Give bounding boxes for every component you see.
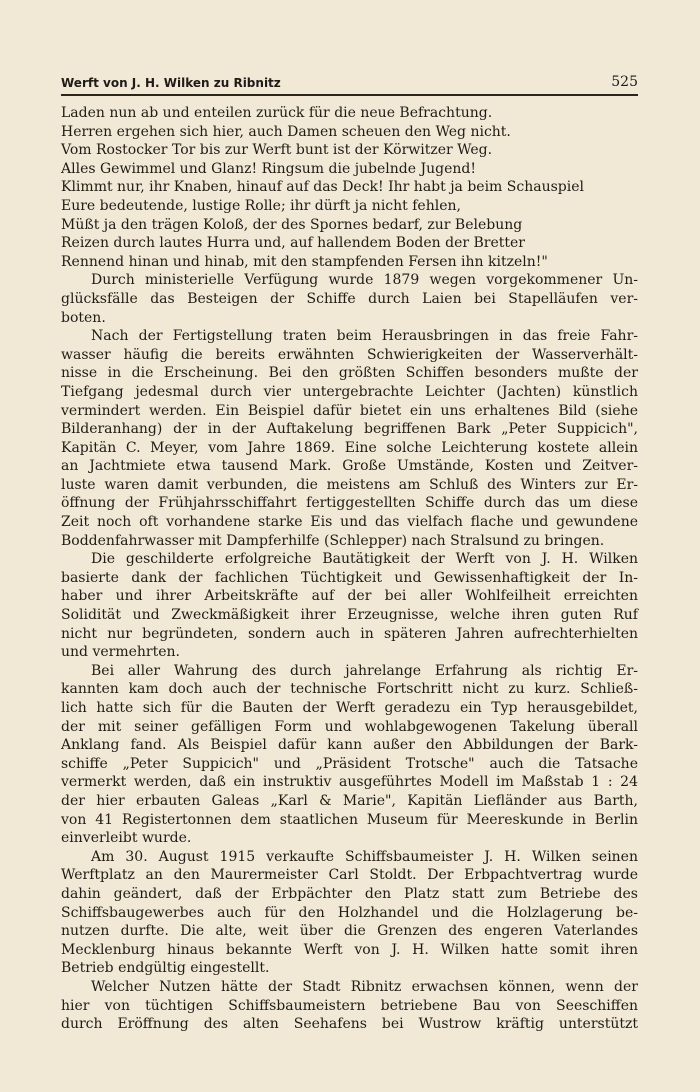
page-number: 525 (611, 74, 638, 90)
text-line: Zeit noch oft vorhandene starke Eis und das vielfach flache und gewundene (61, 514, 638, 531)
text-line: Boddenfahrwasser mit Dampferhilfe (Schlepper) nach Stralsund zu bringen. (61, 532, 605, 549)
text-line: nutzen durfte. Die alte, weit über die Grenzen des engeren Vaterlandes (61, 923, 638, 940)
text-line: schiffe „Peter Suppicich" und „Präsident Trotsche" auch die Tatsache (61, 755, 638, 772)
verse-line: Herren ergehen sich hier, auch Damen scheuen den Weg nicht. (61, 123, 511, 140)
text-line: Durch ministerielle Verfügung wurde 1879 wegen vorgekommener Un- (91, 272, 638, 289)
text-line: und vermehrten. (61, 644, 180, 661)
text-line: dahin geändert, daß der Erbpächter den Platz statt zum Betriebe des (61, 885, 638, 902)
text-line: durch Eröffnung des alten Seehafens bei Wustrow kräftig unterstützt (61, 1016, 638, 1033)
verse-line: Müßt ja den trägen Koloß, der des Spornes bedarf, zur Belebung (61, 216, 523, 233)
text-line: an Jachtmiete etwa tausend Mark. Große Umstände, Kosten und Zeitver- (61, 458, 638, 475)
text-line: Anklang fand. Als Beispiel dafür kann außer den Abbildungen der Bark- (61, 737, 638, 754)
text-line: von 41 Registertonnen dem staatlichen Museum für Meereskunde in Berlin (61, 811, 638, 828)
text-line: der mit seiner gefälligen Form und wohlabgewogenen Takelung überall (61, 718, 638, 735)
verse-line: Reizen durch lautes Hurra und, auf hallendem Boden der Bretter (61, 235, 526, 252)
text-line: nisse in die Erscheinung. Bei den größten Schiffen besonders mußte der (61, 365, 638, 382)
text-line: kannten kam doch auch der technische Fortschritt nicht zu kurz. Schließ- (61, 681, 638, 698)
text-line: öffnung der Frühjahrsschiffahrt fertiggestellten Schiffe durch das um diese (61, 495, 638, 512)
page-header (61, 68, 638, 90)
text-line: der hier erbauten Galeas „Karl & Marie", Kapitän Liefländer aus Barth, (61, 792, 638, 809)
text-line: glücksfälle das Besteigen der Schiffe durch Laien bei Stapelläufen ver- (61, 290, 638, 307)
text-line: Kapitän C. Meyer, vom Jahre 1869. Eine solche Leichterung kostete allein (61, 439, 638, 456)
text-line: Am 30. August 1915 verkaufte Schiffsbaumeister J. H. Wilken seinen (91, 848, 638, 865)
text-line: vermindert werden. Ein Beispiel dafür bietet ein uns erhaltenes Bild (siehe (61, 402, 638, 419)
text-line: nicht nur begründeten, sondern auch in späteren Jahren aufrechterhielten (61, 625, 638, 642)
text-line: Bei aller Wahrung des durch jahrelange Erfahrung als richtig Er- (91, 662, 638, 679)
text-line: basierte dank der fachlichen Tüchtigkeit und Gewissenhaftigkeit der In- (61, 569, 638, 586)
text-line: Schiffsbaugewerbes auch für den Holzhandel und die Holzlagerung be- (61, 904, 638, 921)
text-line: hier von tüchtigen Schiffsbaumeistern betriebene Bau von Seeschiffen (61, 997, 638, 1014)
text-line: boten. (61, 309, 106, 326)
verse-line: Alles Gewimmel und Glanz! Ringsum die jubelnde Jugend! (61, 160, 476, 177)
running-title: Werft von J. H. Wilken zu Ribnitz (61, 76, 281, 90)
text-line: vermerkt werden, daß ein instruktiv ausgeführtes Modell im Maßstab 1 : 24 (61, 774, 638, 791)
verse-line: Eure bedeutende, lustige Rolle; ihr dürft ja nicht fehlen, (61, 197, 461, 214)
text-line: Die geschilderte erfolgreiche Bautätigkeit der Werft von J. H. Wilken (91, 551, 638, 568)
text-line: Bilderanhang) der in der Auftakelung begriffenen Bark „Peter Suppicich", (61, 421, 638, 438)
text-line: einverleibt wurde. (61, 830, 192, 847)
text-line: wasser häufig die bereits erwähnten Schwierigkeiten der Wasserverhält- (61, 346, 638, 363)
header-rule (61, 94, 638, 96)
text-line: Tiefgang jedesmal durch vier untergebrachte Leichter (Jachten) künstlich (61, 383, 638, 400)
verse-line: Laden nun ab und enteilen zurück für die neue Befrachtung. (61, 105, 493, 121)
body-text (61, 104, 638, 1034)
text-line: Solidität und Zweckmäßigkeit ihrer Erzeugnisse, welche ihren guten Ruf (61, 607, 638, 624)
text-line: Werftplatz an den Maurermeister Carl Stoldt. Der Erbpachtvertrag wurde (61, 867, 638, 884)
text-line: Welcher Nutzen hätte der Stadt Ribnitz erwachsen können, wenn der (91, 978, 638, 995)
text-line: haber und ihrer Arbeitskräfte auf der bei aller Wohlfeilheit erreichten (61, 588, 638, 605)
text-line: Nach der Fertigstellung traten beim Herausbringen in das freie Fahr- (91, 328, 638, 345)
verse-line: Klimmt nur, ihr Knaben, hinauf auf das Deck! Ihr habt ja beim Schauspiel (61, 179, 584, 196)
verse-line: Rennend hinan und hinab, mit den stampfenden Fersen ihn kitzeln!" (61, 253, 548, 270)
text-line: Betrieb endgültig eingestellt. (61, 960, 270, 977)
verse-line: Vom Rostocker Tor bis zur Werft bunt ist der Körwitzer Weg. (61, 142, 493, 159)
text-line: luste waren damit verbunden, die meistens am Schluß des Winters zur Er- (61, 476, 638, 493)
text-line: lich hatte sich für die Bauten der Werft geradezu ein Typ herausgebildet, (61, 700, 638, 716)
text-line: Mecklenburg hinaus bekannte Werft von J. H. Wilken hatte somit ihren (61, 941, 638, 958)
